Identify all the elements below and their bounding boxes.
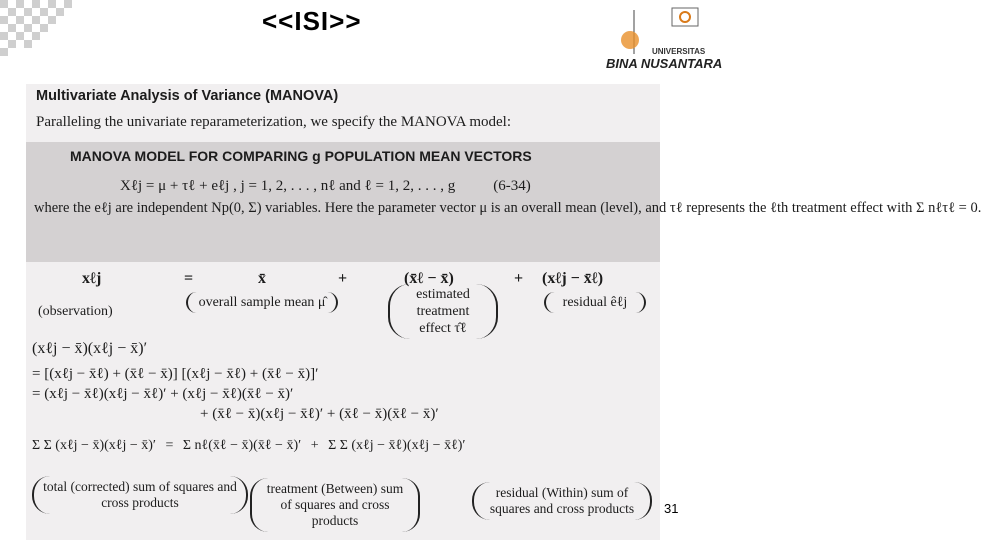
equation-number: (6-34) [493,178,531,194]
term-treatment: (x̄ℓ − x̄) [404,270,454,287]
term-observation: xℓj [82,270,102,287]
sum-total: Σ Σ (xℓj − x̄)(xℓj − x̄)′ [32,438,156,453]
cross-product-line-4: + (x̄ℓ − x̄)(xℓj − x̄ℓ)′ + (x̄ℓ − x̄)(x̄ℓ − x̄)′ [200,406,439,422]
label-total-sscp: total (corrected) sum of squares and cross products [32,476,248,514]
cross-product-line-3: = (xℓj − x̄ℓ)(xℓj − x̄ℓ)′ + (xℓj − x̄ℓ)(x̄ℓ − x̄)′ [32,386,294,402]
model-box [26,142,981,262]
sum-between: Σ nℓ(x̄ℓ − x̄)(x̄ℓ − x̄)′ [182,438,302,453]
term-grand-mean: x̄ [258,270,266,287]
section-heading: Multivariate Analysis of Variance (MANOVA) [36,88,339,104]
label-residual: residual êℓj [544,292,646,313]
term-residual: (xℓj − x̄ℓ) [542,270,604,287]
model-box-title: MANOVA MODEL FOR COMPARING g POPULATION MEAN VECTORS [70,148,532,164]
cross-product-line-2: = [(xℓj − x̄ℓ) + (x̄ℓ − x̄)] [(xℓj − x̄ℓ) + (x̄ℓ − x̄)]′ [32,366,319,382]
label-between-sscp: treatment (Between) sum of squares and cross products [250,478,420,532]
page-number: 31 [664,501,679,516]
intro-text: Paralleling the univariate reparameterization, we specify the MANOVA model: [36,114,511,130]
sum-plus: + [310,438,319,453]
model-equation: Xℓj = μ + τℓ + eℓj , j = 1, 2, . . . , nℓ and ℓ = 1, 2, . . . , g (6-34) [120,178,531,194]
label-overall-mean: overall sample mean μ̂ [186,292,338,313]
svg-text:UNIVERSITAS: UNIVERSITAS [652,47,706,56]
term-plus-1: + [338,270,348,287]
sum-within: Σ Σ (xℓj − x̄ℓ)(xℓj − x̄ℓ)′ [328,438,466,453]
checker-pattern-decoration [0,0,90,60]
sum-equals: = [165,438,174,453]
term-equals: = [184,270,194,287]
term-plus-2: + [514,270,524,287]
svg-text:BINA NUSANTARA: BINA NUSANTARA [606,56,723,71]
slide-title: <<ISI>> [262,6,362,36]
sum-identity [32,438,466,454]
label-within-sscp: residual (Within) sum of squares and cross products [472,482,652,520]
university-logo [600,4,723,74]
cross-product-line-1: (xℓj − x̄)(xℓj − x̄)′ [32,340,148,357]
label-treatment-effect: estimated treatment effect τ̂ℓ [388,284,498,339]
model-description: where the eℓj are independent Np(0, Σ) variables. Here the parameter vector μ is an overall mean (level), and τℓ represents the ℓth treatment effect with Σ nℓτℓ = 0. [34,200,981,216]
label-observation: (observation) [38,304,113,319]
